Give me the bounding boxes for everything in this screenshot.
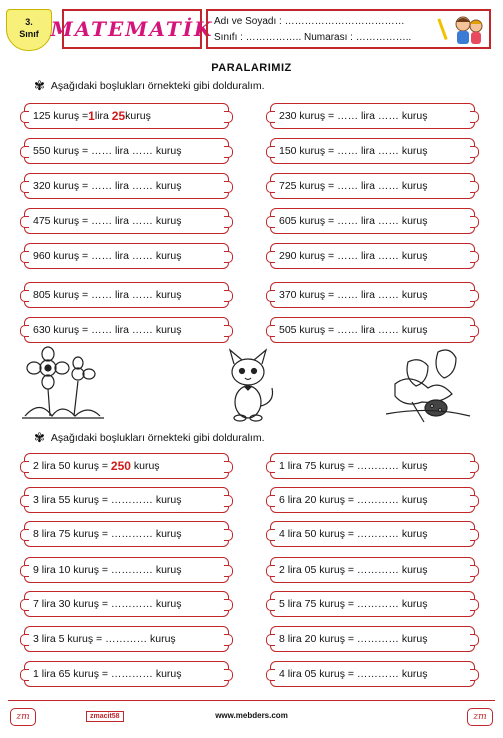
grade-word: Sınıf <box>19 29 39 39</box>
exercise-cell[interactable]: 550 kuruş = …… lira …… kuruş <box>24 138 229 164</box>
gear-bullet-icon: ✾ <box>34 78 45 93</box>
exercise-cell[interactable]: 4 lira 50 kuruş = ………… kuruş <box>270 521 475 547</box>
example-kurus-value: 25 <box>111 109 126 123</box>
exercise-cell[interactable]: 605 kuruş = …… lira …… kuruş <box>270 208 475 234</box>
exercise-cell[interactable]: 3 lira 5 kuruş = ………… kuruş <box>24 626 229 652</box>
site-link[interactable]: www.mebders.com <box>215 711 288 720</box>
instruction-1-text: Aşağıdaki boşlukları örnekteki gibi dolduralım. <box>50 80 265 92</box>
illustrations <box>0 344 503 424</box>
example-pre: 125 kuruş = <box>33 110 89 122</box>
example2-pre: 2 lira 50 kuruş = <box>33 460 108 472</box>
instruction-2 <box>34 432 265 444</box>
exercise-cell[interactable]: 5 lira 75 kuruş = ………… kuruş <box>270 591 475 617</box>
exercise-cell[interactable]: 290 kuruş = …… lira …… kuruş <box>270 243 475 269</box>
exercise-cell[interactable]: 8 lira 20 kuruş = ………… kuruş <box>270 626 475 652</box>
exercise-cell[interactable]: 150 kuruş = …… lira …… kuruş <box>270 138 475 164</box>
exercise-cell[interactable]: 320 kuruş = …… lira …… kuruş <box>24 173 229 199</box>
example2-post: kuruş <box>133 460 160 472</box>
exercise-cell[interactable]: 475 kuruş = …… lira …… kuruş <box>24 208 229 234</box>
name-line: Adı ve Soyadı : ……………………………… <box>214 16 405 27</box>
author-badge: zmacit58 <box>86 711 124 722</box>
zm-logo-left: zm <box>10 708 36 726</box>
example-post: kuruş <box>125 110 151 122</box>
exercise-cell[interactable]: 805 kuruş = …… lira …… kuruş <box>24 282 229 308</box>
exercise-cell[interactable]: 230 kuruş = …… lira …… kuruş <box>270 103 475 129</box>
student-info-box <box>206 9 491 49</box>
kids-icon <box>433 14 485 46</box>
cat-icon <box>230 350 273 421</box>
title-box <box>50 9 214 49</box>
example-cell-2 <box>24 453 229 479</box>
class-line: Sınıfı : …………….. Numarası : …………….. <box>214 32 412 43</box>
exercise-cell[interactable]: 4 lira 05 kuruş = ………… kuruş <box>270 661 475 687</box>
exercise-cell[interactable]: 1 lira 65 kuruş = ………… kuruş <box>24 661 229 687</box>
flower-icon <box>22 347 104 418</box>
strawberry-ladybug-icon <box>386 350 470 422</box>
exercise-cell[interactable]: 9 lira 10 kuruş = ………… kuruş <box>24 557 229 583</box>
grade-number: 3. <box>25 17 33 27</box>
exercise-cell[interactable]: 3 lira 55 kuruş = ………… kuruş <box>24 487 229 513</box>
instruction-2-text: Aşağıdaki boşlukları örnekteki gibi dolduralım. <box>50 432 265 444</box>
exercise-cell[interactable]: 370 kuruş = …… lira …… kuruş <box>270 282 475 308</box>
exercise-cell[interactable]: 505 kuruş = …… lira …… kuruş <box>270 317 475 343</box>
example2-value: 250 <box>110 459 131 473</box>
exercise-cell[interactable]: 1 lira 75 kuruş = ………… kuruş <box>270 453 475 479</box>
example-mid: lira <box>94 110 109 122</box>
exercise-cell[interactable]: 8 lira 75 kuruş = ………… kuruş <box>24 521 229 547</box>
example-lira-value: 1 <box>88 109 95 123</box>
page-title: MATEMATİK <box>50 17 214 41</box>
footer-divider <box>8 700 495 701</box>
exercise-cell[interactable]: 7 lira 30 kuruş = ………… kuruş <box>24 591 229 617</box>
exercise-cell[interactable]: 6 lira 20 kuruş = ………… kuruş <box>270 487 475 513</box>
example-cell-1 <box>24 103 229 129</box>
exercise-cell[interactable]: 725 kuruş = …… lira …… kuruş <box>270 173 475 199</box>
zm-logo-right: zm <box>467 708 493 726</box>
gear-bullet-icon: ✾ <box>34 430 45 445</box>
exercise-cell[interactable]: 960 kuruş = …… lira …… kuruş <box>24 243 229 269</box>
exercise-cell[interactable]: 630 kuruş = …… lira …… kuruş <box>24 317 229 343</box>
grade-badge <box>6 9 52 51</box>
instruction-1 <box>34 80 265 92</box>
section-title: PARALARIMIZ <box>211 62 292 74</box>
exercise-cell[interactable]: 2 lira 05 kuruş = ………… kuruş <box>270 557 475 583</box>
